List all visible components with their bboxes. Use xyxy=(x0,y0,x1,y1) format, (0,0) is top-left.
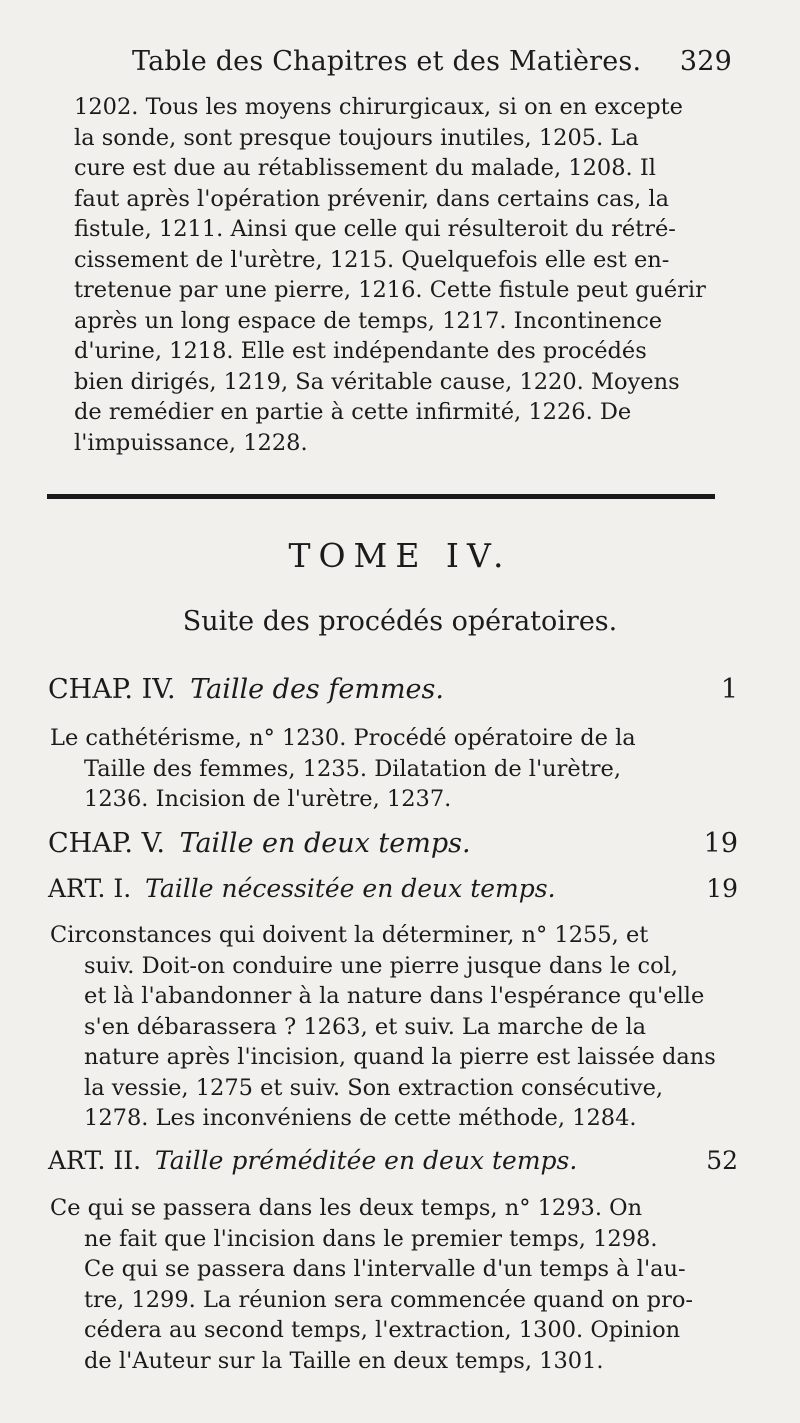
chapter-title: Taille en deux temps. xyxy=(179,828,471,859)
text-line: tretenue par une pierre, 1216. Cette fistule peut guérir xyxy=(74,277,706,303)
text-line: Le cathétérisme, n° 1230. Procédé opératoire de la xyxy=(50,725,636,751)
text-line: cédera au second temps, l'extraction, 1300. Opinion xyxy=(84,1317,681,1343)
text-line: bien dirigés, 1219, Sa véritable cause, 1220. Moyens xyxy=(74,368,680,395)
text-line: après un long espace de temps, 1217. Incontinence xyxy=(74,307,663,334)
text-line: faut après l'opération prévenir, dans certains cas, la xyxy=(74,185,670,212)
text-line: tre, 1299. La réunion sera commencée quand on pro- xyxy=(84,1286,693,1313)
text-line: suiv. Doit-on conduire une pierre jusque dans le col, xyxy=(84,952,679,979)
text-line: 1202. Tous les moyens chirurgicaux, si on en excepte xyxy=(74,94,683,120)
chapter-heading xyxy=(48,674,738,705)
text-line: d'urine, 1218. Elle est indépendante des procédés xyxy=(74,338,647,364)
article-page: 52 xyxy=(706,1146,738,1175)
article-summary xyxy=(50,920,740,1134)
text-line: et là l'abandonner à la nature dans l'espérance qu'elle xyxy=(84,983,705,1009)
text-line: 1278. Les inconvéniens de cette méthode, 1284. xyxy=(84,1105,637,1131)
text-line: s'en débarassera ? 1263, et suiv. La marche de la xyxy=(84,1013,647,1040)
chapter-heading xyxy=(48,828,738,859)
article-heading xyxy=(48,874,738,903)
article-label: ART. I. xyxy=(48,874,132,903)
chapter-label: CHAP. IV. xyxy=(48,674,176,705)
text-line: Ce qui se passera dans l'intervalle d'un temps à l'au- xyxy=(84,1256,686,1282)
text-line: Circonstances qui doivent la déterminer, n° 1255, et xyxy=(50,922,649,948)
article-title: Taille nécessitée en deux temps. xyxy=(145,874,556,903)
text-line: la vessie, 1275 et suiv. Son extraction consécutive, xyxy=(84,1074,664,1101)
text-line: fistule, 1211. Ainsi que celle qui résulteroit du rétré- xyxy=(74,216,676,242)
page-number: 329 xyxy=(679,46,732,77)
text-line: de remédier en partie à cette infirmité, 1226. De xyxy=(74,399,632,425)
text-line: 1236. Incision de l'urètre, 1237. xyxy=(84,786,452,812)
article-label: ART. II. xyxy=(48,1146,142,1175)
article-page: 19 xyxy=(706,874,738,903)
text-line: nature après l'incision, quand la pierre est laissée dans xyxy=(84,1044,716,1070)
section-divider xyxy=(47,494,715,499)
article-title: Taille préméditée en deux temps. xyxy=(154,1146,578,1175)
text-line: Taille des femmes, 1235. Dilatation de l'urètre, xyxy=(84,755,622,782)
text-line: cissement de l'urètre, 1215. Quelquefois elle est en- xyxy=(74,246,670,273)
text-line: l'impuissance, 1228. xyxy=(74,429,308,456)
running-head-title: Table des Chapitres et des Matières. xyxy=(132,46,642,77)
article-summary xyxy=(50,1193,740,1376)
chapter-title: Taille des femmes. xyxy=(190,674,444,705)
text-line: la sonde, sont presque toujours inutiles, 1205. La xyxy=(74,124,639,151)
text-line: ne fait que l'incision dans le premier temps, 1298. xyxy=(84,1225,658,1252)
chapter-page: 19 xyxy=(703,828,738,859)
text-line: cure est due au rétablissement du malade, 1208. Il xyxy=(74,155,656,181)
running-head xyxy=(132,46,732,77)
article-heading xyxy=(48,1146,738,1175)
continuation-paragraph xyxy=(74,92,734,458)
text-line: de l'Auteur sur la Taille en deux temps, 1301. xyxy=(84,1347,604,1374)
chapter-page: 1 xyxy=(720,674,738,705)
tome-subtitle: Suite des procédés opératoires. xyxy=(182,606,618,637)
text-line: Ce qui se passera dans les deux temps, n° 1293. On xyxy=(50,1195,643,1221)
chapter-summary xyxy=(50,723,740,815)
tome-heading: TOME IV. xyxy=(288,536,512,575)
chapter-label: CHAP. V. xyxy=(48,828,165,859)
